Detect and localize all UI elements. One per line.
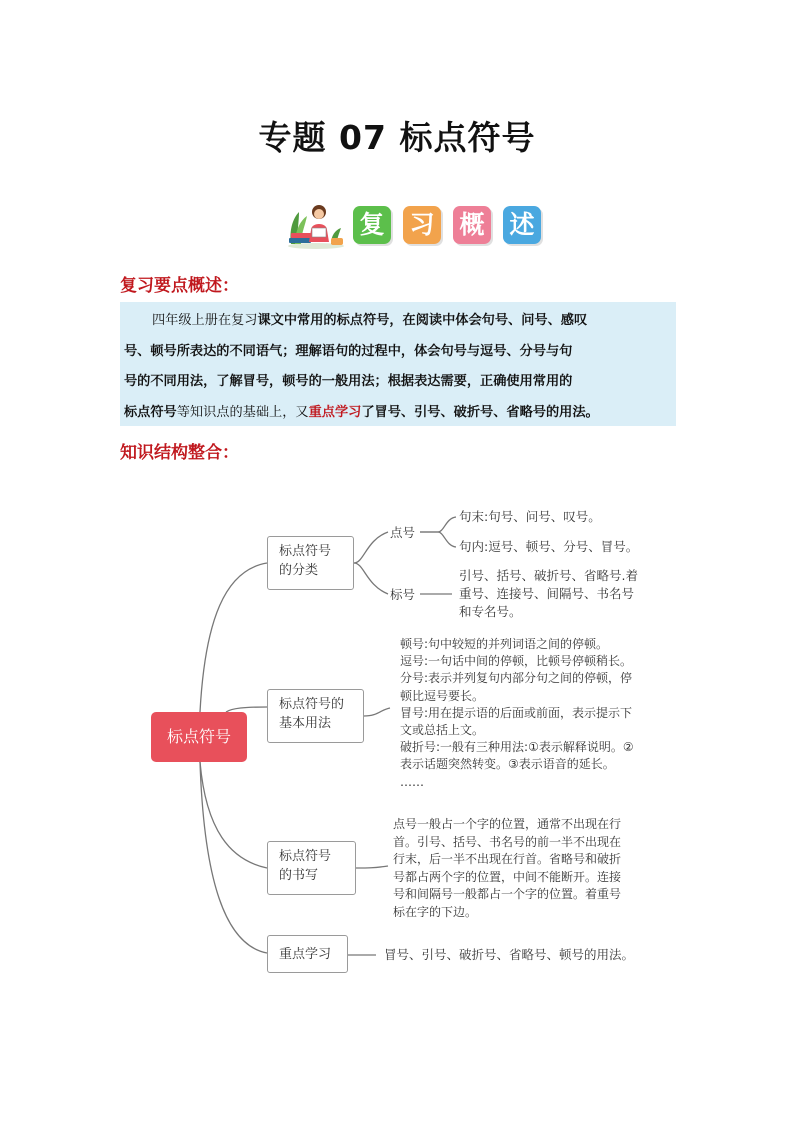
- usage-text: [400, 636, 660, 791]
- branch-basic-usage: [267, 689, 364, 743]
- banner-tile-4: 述: [503, 206, 541, 244]
- writing-text: [393, 816, 653, 921]
- branch-classification: [267, 536, 354, 590]
- juwei-text: 句末:句号、问号、叹号。: [459, 509, 601, 524]
- label-biao-hao: 标号: [390, 587, 416, 602]
- writing-line: 号都占两个字的位置，中间不能断开。连接: [393, 869, 622, 884]
- structure-heading: 知识结构整合：: [120, 443, 239, 463]
- branch-basic-usage-line-2: 基本用法: [279, 716, 332, 731]
- branch-key-points-label: 重点学习: [279, 947, 332, 962]
- summary-line-4: 标点符号等知识点的基础上，又重点学习了冒号、引号、破折号、省略号的用法。: [124, 404, 599, 420]
- biao-item-line: 重号、连接号、间隔号、书名号: [459, 586, 635, 601]
- writing-line: 首。引号、括号、书名号的前一半不出现在: [393, 834, 622, 849]
- branch-key-points: [267, 935, 348, 973]
- junei-text: 句内:逗号、顿号、分号、冒号。: [459, 539, 639, 554]
- usage-line: 文或总括上文。: [400, 723, 485, 738]
- key-points-text: 冒号、引号、破折号、省略号、顿号的用法。: [384, 947, 635, 962]
- branch-classification-line-2: 的分类: [279, 563, 319, 578]
- usage-line: ……: [400, 774, 424, 789]
- usage-line: 顿比逗号要长。: [400, 688, 485, 703]
- mindmap-root: 标点符号: [151, 712, 247, 762]
- branch-writing-line-1: 标点符号: [279, 849, 332, 864]
- banner-tile-1: 复: [353, 206, 391, 244]
- usage-line: 破折号:一般有三种用法:①表示解释说明。②: [400, 740, 634, 755]
- page-title: 专题 07 标点符号: [258, 118, 536, 157]
- review-heading: 复习要点概述：: [120, 276, 239, 296]
- label-dian-hao: 点号: [390, 525, 416, 540]
- biao-item-line: 引号、括号、破折号、省略号.着: [459, 568, 638, 583]
- branch-classification-line-1: 标点符号: [279, 544, 332, 559]
- biao-item-line: 和专名号。: [459, 604, 522, 619]
- writing-line: 行末，后一半不出现在行首。省略号和破折: [393, 852, 622, 866]
- usage-line: 顿号:句中较短的并列词语之间的停顿。: [400, 637, 609, 651]
- writing-line: 标在字的下边。: [393, 904, 478, 919]
- branch-writing: [267, 841, 356, 895]
- banner-tile-3: 概: [453, 206, 491, 244]
- branch-writing-line-2: 的书写: [279, 868, 319, 883]
- summary-line-2: 号、顿号所表达的不同语气；理解语句的过程中，体会句号与逗号、分号与句: [124, 343, 573, 359]
- biao-hao-items: [459, 567, 649, 621]
- usage-line: 分号:表示并列复句内部分句之间的停顿，停: [400, 671, 633, 686]
- summary-line-3: 号的不同用法，了解冒号，顿号的一般用法；根据表达需要，正确使用常用的: [124, 374, 573, 389]
- usage-line: 逗号:一句话中间的停顿，比顿号停顿稍长。: [400, 654, 633, 669]
- usage-line: 表示话题突然转变。③表示语音的延长。: [400, 757, 615, 772]
- writing-line: 点号一般占一个字的位置，通常不出现在行: [393, 817, 622, 831]
- branch-basic-usage-line-1: 标点符号的: [279, 697, 345, 712]
- usage-line: 冒号:用在提示语的后面或前面，表示提示下: [400, 705, 633, 720]
- summary-line-1: 四年级上册在复习课文中常用的标点符号，在阅读中体会句号、问号、感叹: [152, 313, 588, 328]
- writing-line: 号和间隔号一般都占一个字的位置。着重号: [393, 887, 622, 901]
- banner-tile-2: 习: [403, 206, 441, 244]
